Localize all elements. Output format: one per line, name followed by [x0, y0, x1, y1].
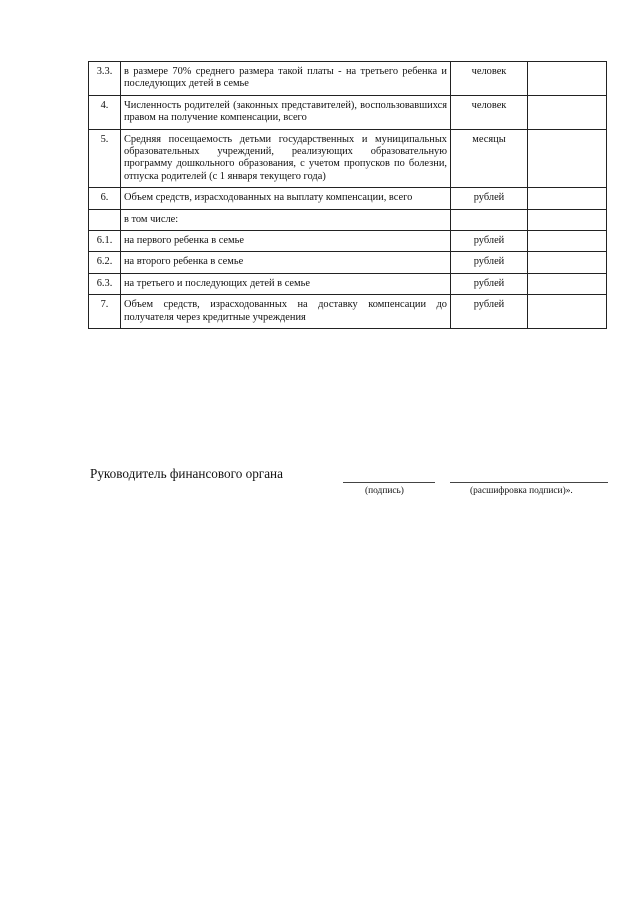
- row-number-cell: 7.: [89, 295, 121, 329]
- row-value-cell: [528, 188, 607, 209]
- row-unit-cell: месяцы: [451, 129, 528, 188]
- table-row: [89, 209, 607, 230]
- row-description-cell: Объем средств, израсходованных на доставку компенсации до получателя через кредитные учреждения: [121, 295, 451, 329]
- table-row: [89, 62, 607, 96]
- row-description-cell: Средняя посещаемость детьми государственных и муниципальных образовательных учреждений, реализующих образовательную программу дошкольного образования, с учетом пропусков по болезни, отпуска родителей (с 1 января текущего года): [121, 129, 451, 188]
- row-number-cell: 6.1.: [89, 231, 121, 252]
- row-value-cell: [528, 273, 607, 294]
- table-row: [89, 252, 607, 273]
- row-description-cell: в том числе:: [121, 209, 451, 230]
- row-description-cell: на третьего и последующих детей в семье: [121, 273, 451, 294]
- row-value-cell: [528, 295, 607, 329]
- row-description-cell: на второго ребенка в семье: [121, 252, 451, 273]
- row-value-cell: [528, 95, 607, 129]
- row-number-cell: 5.: [89, 129, 121, 188]
- row-value-cell: [528, 231, 607, 252]
- row-number-cell: 4.: [89, 95, 121, 129]
- row-number-cell: 3.3.: [89, 62, 121, 96]
- row-unit-cell: рублей: [451, 231, 528, 252]
- row-number-cell: 6.: [89, 188, 121, 209]
- table-row: [89, 188, 607, 209]
- row-description-cell: на первого ребенка в семье: [121, 231, 451, 252]
- row-value-cell: [528, 62, 607, 96]
- signatory-title: Руководитель финансового органа: [90, 466, 283, 481]
- row-number-cell: [89, 209, 121, 230]
- table-row: [89, 129, 607, 188]
- row-description-cell: Объем средств, израсходованных на выплату компенсации, всего: [121, 188, 451, 209]
- row-unit-cell: рублей: [451, 188, 528, 209]
- name-decode-line: [450, 482, 608, 483]
- row-description-cell: Численность родителей (законных представителей), воспользовавшихся правом на получение компенсации, всего: [121, 95, 451, 129]
- row-value-cell: [528, 129, 607, 188]
- row-unit-cell: человек: [451, 62, 528, 96]
- row-description-cell: в размере 70% среднего размера такой платы - на третьего ребенка и последующих детей в семье: [121, 62, 451, 96]
- row-number-cell: 6.2.: [89, 252, 121, 273]
- table-row: [89, 295, 607, 329]
- row-value-cell: [528, 252, 607, 273]
- row-unit-cell: рублей: [451, 252, 528, 273]
- row-unit-cell: человек: [451, 95, 528, 129]
- row-unit-cell: рублей: [451, 295, 528, 329]
- report-table: [88, 61, 607, 329]
- table-row: [89, 231, 607, 252]
- table-row: [89, 95, 607, 129]
- row-number-cell: 6.3.: [89, 273, 121, 294]
- row-value-cell: [528, 209, 607, 230]
- table-row: [89, 273, 607, 294]
- table-body: [89, 62, 607, 329]
- name-decode-caption: (расшифровка подписи)».: [470, 486, 573, 496]
- signature-caption: (подпись): [365, 486, 404, 496]
- row-unit-cell: [451, 209, 528, 230]
- row-unit-cell: рублей: [451, 273, 528, 294]
- signature-line: [343, 482, 435, 483]
